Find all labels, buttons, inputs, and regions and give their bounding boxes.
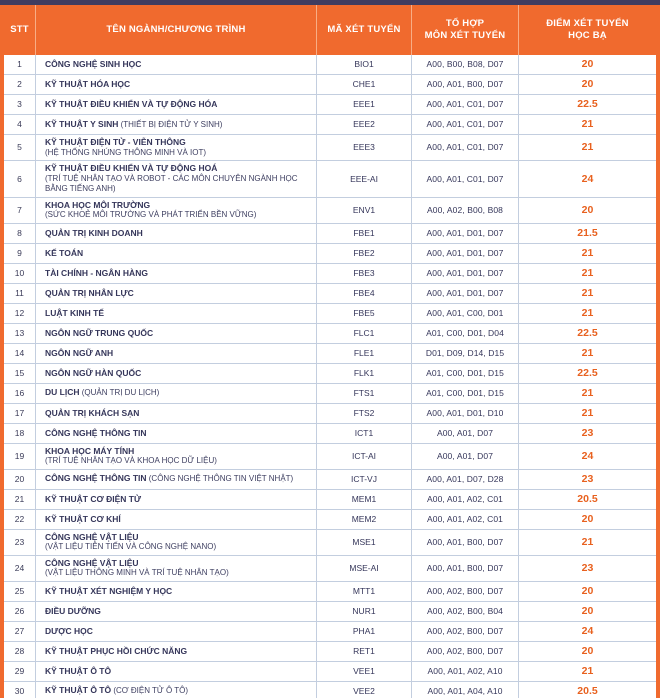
admission-score: 20	[518, 55, 656, 74]
row-number: 24	[14, 562, 25, 573]
admission-score: 21	[518, 244, 656, 263]
table-row	[4, 555, 656, 581]
admission-score: 20.5	[518, 682, 656, 698]
program-name-text	[45, 59, 141, 70]
admission-score: 20	[518, 642, 656, 661]
admission-code: ENV1	[316, 198, 411, 223]
subject-combination: A00, A01, D01, D07	[411, 264, 518, 283]
row-number: 17	[14, 407, 25, 418]
program-name-cell	[35, 198, 316, 223]
program-name-cell	[35, 582, 316, 601]
admission-score: 21	[518, 115, 656, 134]
program-name: CÔNG NGHỆ VẬT LIỆU	[45, 557, 139, 568]
admission-table	[0, 5, 660, 698]
program-name: KỸ THUẬT Y SINH	[45, 118, 119, 129]
program-name-text	[45, 387, 159, 399]
program-name: KẾ TOÁN	[45, 247, 84, 258]
table-row	[4, 134, 656, 160]
program-name: CÔNG NGHỆ THÔNG TIN	[45, 427, 147, 438]
row-number: 25	[14, 585, 25, 596]
program-name-text	[45, 646, 187, 657]
subject-combination: A00, B00, B08, D07	[411, 55, 518, 74]
table-row	[4, 323, 656, 343]
header-program-name: TÊN NGÀNH/CHƯƠNG TRÌNH	[35, 5, 316, 55]
program-name-text	[45, 228, 143, 239]
program-name: CÔNG NGHỆ VẬT LIỆU	[45, 531, 139, 542]
program-name-text	[45, 558, 229, 579]
program-name: KỸ THUẬT CƠ ĐIỆN TỬ	[45, 493, 141, 504]
table-row	[4, 343, 656, 363]
table-row	[4, 509, 656, 529]
program-name: LUẬT KINH TẾ	[45, 307, 105, 318]
table-header-row	[4, 5, 656, 55]
row-number: 18	[14, 427, 25, 438]
table-row	[4, 303, 656, 323]
table-row	[4, 469, 656, 489]
program-name-text	[45, 368, 141, 379]
row-number: 15	[14, 367, 25, 378]
program-name: DƯỢC HỌC	[45, 625, 93, 636]
header-subject-combination	[411, 5, 518, 55]
program-name-text	[45, 446, 217, 467]
subject-combination: A00, A01, B00, D07	[411, 75, 518, 94]
subject-combination: A00, A02, B00, D07	[411, 582, 518, 601]
table-row	[4, 74, 656, 94]
subject-combination: A00, A01, A02, C01	[411, 490, 518, 509]
admission-score: 21	[518, 384, 656, 403]
subject-combination: A00, A01, C01, D07	[411, 135, 518, 160]
table-row	[4, 383, 656, 403]
admission-code: FLE1	[316, 344, 411, 363]
header-admission-score-line1: ĐIỂM XÉT TUYỂN	[546, 18, 629, 29]
admission-code: FLC1	[316, 324, 411, 343]
row-number: 6	[17, 173, 22, 184]
program-name: KỸ THUẬT Ô TÔ	[45, 665, 112, 676]
admission-code: EEE1	[316, 95, 411, 114]
program-name-text	[45, 606, 101, 617]
admission-score: 21	[518, 135, 656, 160]
subject-combination: A00, A01, C01, D07	[411, 95, 518, 114]
program-name-cell	[35, 244, 316, 263]
program-name-text	[45, 408, 139, 419]
row-number: 26	[14, 605, 25, 616]
program-name: NGÔN NGỮ TRUNG QUỐC	[45, 327, 154, 338]
admission-code: NUR1	[316, 602, 411, 621]
subject-combination: A00, A01, D01, D10	[411, 404, 518, 423]
program-name-text	[45, 626, 93, 637]
program-name: KHOA HỌC MÔI TRƯỜNG	[45, 199, 151, 210]
subject-combination: A00, A02, B00, B08	[411, 198, 518, 223]
program-name: KỸ THUẬT XÉT NGHIỆM Y HỌC	[45, 585, 173, 596]
admission-score: 23	[518, 556, 656, 581]
table-row	[4, 363, 656, 383]
table-row	[4, 94, 656, 114]
row-number: 10	[14, 267, 25, 278]
subject-combination: A01, C00, D01, D15	[411, 384, 518, 403]
row-number: 13	[14, 327, 25, 338]
program-name-cell	[35, 662, 316, 681]
admission-score: 20	[518, 510, 656, 529]
admission-code: MEM1	[316, 490, 411, 509]
row-number: 23	[14, 536, 25, 547]
program-name-cell	[35, 344, 316, 363]
row-number: 27	[14, 625, 25, 636]
program-name: KỸ THUẬT Ô TÔ	[45, 685, 112, 696]
subject-combination: A00, A01, A02, A10	[411, 662, 518, 681]
program-name-text	[45, 268, 148, 279]
row-number: 8	[17, 227, 22, 238]
program-note: (TRÍ TUỆ NHÂN TẠO VÀ KHOA HỌC DỮ LIỆU)	[45, 456, 217, 465]
program-note: (QUẢN TRỊ DU LỊCH)	[79, 388, 160, 398]
table-row	[4, 423, 656, 443]
subject-combination: A00, A02, B00, B04	[411, 602, 518, 621]
program-name-cell	[35, 490, 316, 509]
row-number: 4	[17, 119, 22, 130]
program-note: (CÔNG NGHỆ THÔNG TIN VIỆT NHẬT)	[146, 474, 294, 484]
program-name-text	[45, 473, 293, 485]
row-number: 3	[17, 99, 22, 110]
table-row	[4, 621, 656, 641]
program-name: KỸ THUẬT HÓA HỌC	[45, 79, 131, 90]
program-name-cell	[35, 304, 316, 323]
subject-combination: A00, A01, C01, D07	[411, 161, 518, 197]
table-row	[4, 197, 656, 223]
table-row	[4, 529, 656, 555]
admission-code: VEE1	[316, 662, 411, 681]
program-note: (HỆ THỐNG NHÚNG THÔNG MINH VÀ IOT)	[45, 147, 207, 157]
admission-score: 22.5	[518, 95, 656, 114]
program-name-cell	[35, 622, 316, 641]
admission-score: 21.5	[518, 224, 656, 243]
row-number: 20	[14, 473, 25, 484]
header-stt: STT	[10, 24, 29, 35]
program-note: (TRÍ TUỆ NHÂN TẠO VÀ ROBOT - CÁC MÔN CHUYÊN NGÀNH HỌC BẰNG TIẾNG ANH)	[45, 173, 298, 193]
admission-score: 24	[518, 444, 656, 469]
program-name-text	[45, 200, 256, 221]
admission-score: 21	[518, 284, 656, 303]
program-name-cell	[35, 424, 316, 443]
program-name: DU LỊCH	[45, 387, 80, 398]
program-name-cell	[35, 404, 316, 423]
admission-code: PHA1	[316, 622, 411, 641]
program-name: TÀI CHÍNH - NGÂN HÀNG	[45, 267, 148, 278]
admission-score: 20	[518, 75, 656, 94]
program-name-cell	[35, 602, 316, 621]
program-name-text	[45, 99, 217, 110]
admission-code: CHE1	[316, 75, 411, 94]
program-name-cell	[35, 224, 316, 243]
admission-code: FBE5	[316, 304, 411, 323]
program-name-text	[45, 666, 111, 677]
subject-combination: A01, C00, D01, D04	[411, 324, 518, 343]
admission-score: 20	[518, 198, 656, 223]
subject-combination: A00, A01, D07	[411, 444, 518, 469]
program-name-text	[45, 532, 216, 553]
admission-score: 23	[518, 424, 656, 443]
program-name-cell	[35, 324, 316, 343]
table-row	[4, 443, 656, 469]
program-name-cell	[35, 264, 316, 283]
admission-code: FTS2	[316, 404, 411, 423]
row-number: 1	[17, 59, 22, 70]
header-admission-code: MÃ XÉT TUYỂN	[316, 5, 411, 55]
program-name-cell	[35, 75, 316, 94]
program-name-cell	[35, 364, 316, 383]
admission-code: ICT-AI	[316, 444, 411, 469]
admission-code: FBE4	[316, 284, 411, 303]
program-name-text	[45, 163, 308, 195]
program-name-text	[45, 586, 172, 597]
admission-score: 23	[518, 470, 656, 489]
subject-combination: A00, A01, D07	[411, 424, 518, 443]
program-name-text	[45, 685, 188, 697]
admission-code: MEM2	[316, 510, 411, 529]
row-number: 22	[14, 513, 25, 524]
admission-score: 20.5	[518, 490, 656, 509]
admission-code: ICT1	[316, 424, 411, 443]
subject-combination: A00, A01, A02, C01	[411, 510, 518, 529]
table-row	[4, 114, 656, 134]
program-name-text	[45, 328, 153, 339]
program-name-text	[45, 348, 113, 359]
header-admission-score-line2: HỌC BẠ	[568, 30, 607, 41]
admission-score: 21	[518, 404, 656, 423]
program-name-text	[45, 494, 141, 505]
program-name: QUẢN TRỊ NHÂN LỰC	[45, 287, 134, 298]
admission-score: 24	[518, 622, 656, 641]
program-name-cell	[35, 135, 316, 160]
program-name: KỸ THUẬT CƠ KHÍ	[45, 513, 121, 524]
table-row	[4, 661, 656, 681]
program-name: KHOA HỌC MÁY TÍNH	[45, 445, 135, 456]
admission-code: EEE2	[316, 115, 411, 134]
subject-combination: A00, A02, B00, D07	[411, 622, 518, 641]
header-admission-score	[518, 5, 656, 55]
program-name: KỸ THUẬT ĐIỆN TỬ - VIỄN THÔNG	[45, 137, 186, 147]
subject-combination: A00, A01, D01, D07	[411, 244, 518, 263]
program-name: CÔNG NGHỆ THÔNG TIN	[45, 473, 147, 484]
table-row	[4, 243, 656, 263]
program-name-cell	[35, 682, 316, 698]
row-number: 5	[17, 142, 22, 153]
program-name-cell	[35, 284, 316, 303]
admission-code: EEE3	[316, 135, 411, 160]
row-number: 30	[14, 685, 25, 696]
program-name-text	[45, 137, 206, 158]
subject-combination: A00, A01, C01, D07	[411, 115, 518, 134]
row-number: 28	[14, 645, 25, 656]
admission-code: MTT1	[316, 582, 411, 601]
program-name-cell	[35, 55, 316, 74]
program-name: KỸ THUẬT ĐIỀU KHIỂN VÀ TỰ ĐỘNG HOÁ	[45, 163, 218, 173]
program-name-cell	[35, 556, 316, 581]
program-name-cell	[35, 470, 316, 489]
admission-score: 20	[518, 582, 656, 601]
program-name-cell	[35, 115, 316, 134]
admission-score: 21	[518, 530, 656, 555]
table-row	[4, 55, 656, 74]
subject-combination: D01, D09, D14, D15	[411, 344, 518, 363]
program-name-text	[45, 428, 147, 439]
program-name: CÔNG NGHỆ SINH HỌC	[45, 59, 142, 70]
subject-combination: A00, A01, A04, A10	[411, 682, 518, 698]
admission-score: 24	[518, 161, 656, 197]
subject-combination: A00, A01, D01, D07	[411, 224, 518, 243]
program-name-cell	[35, 642, 316, 661]
program-name: QUẢN TRỊ KINH DOANH	[45, 227, 143, 238]
row-number: 2	[17, 79, 22, 90]
admission-code: EEE-AI	[316, 161, 411, 197]
program-name-text	[45, 248, 83, 259]
table-row	[4, 263, 656, 283]
admission-code: VEE2	[316, 682, 411, 698]
subject-combination: A00, A01, C00, D01	[411, 304, 518, 323]
program-name: NGÔN NGỮ HÀN QUỐC	[45, 367, 142, 378]
program-name-cell	[35, 444, 316, 469]
admission-score: 21	[518, 264, 656, 283]
admission-code: ICT-VJ	[316, 470, 411, 489]
table-row	[4, 283, 656, 303]
row-number: 16	[14, 387, 25, 398]
admission-code: MSE1	[316, 530, 411, 555]
program-note: (VẬT LIỆU TIÊN TIẾN VÀ CÔNG NGHỆ NANO)	[45, 542, 217, 551]
table-row	[4, 223, 656, 243]
program-name-text	[45, 119, 222, 131]
table-row	[4, 489, 656, 509]
program-note: (SỨC KHOẺ MÔI TRƯỜNG VÀ PHÁT TRIỂN BỀN VỮNG)	[45, 210, 257, 219]
program-name-cell	[35, 161, 316, 197]
program-name-cell	[35, 510, 316, 529]
admission-score: 21	[518, 304, 656, 323]
admission-score: 21	[518, 344, 656, 363]
admission-score: 20	[518, 602, 656, 621]
subject-combination: A00, A01, D01, D07	[411, 284, 518, 303]
subject-combination: A00, A01, D07, D28	[411, 470, 518, 489]
admission-code: FTS1	[316, 384, 411, 403]
admission-code: FBE3	[316, 264, 411, 283]
table-row	[4, 160, 656, 197]
program-note: (THIẾT BỊ ĐIỆN TỬ Y SINH)	[118, 119, 223, 129]
table-row	[4, 681, 656, 698]
program-name: KỸ THUẬT PHỤC HỒI CHỨC NĂNG	[45, 645, 188, 656]
table-body	[4, 55, 656, 698]
program-name-cell	[35, 95, 316, 114]
program-note: (VẬT LIỆU THÔNG MINH VÀ TRÍ TUỆ NHÂN TẠO)	[45, 568, 229, 577]
row-number: 7	[17, 204, 22, 215]
admission-score: 22.5	[518, 324, 656, 343]
subject-combination: A01, C00, D01, D15	[411, 364, 518, 383]
table-row	[4, 601, 656, 621]
admission-code: BIO1	[316, 55, 411, 74]
table-row	[4, 641, 656, 661]
admission-code: RET1	[316, 642, 411, 661]
program-name-cell	[35, 530, 316, 555]
program-note: (CƠ ĐIỆN TỬ Ô TÔ)	[111, 686, 189, 696]
row-number: 9	[17, 247, 22, 258]
admission-score: 21	[518, 662, 656, 681]
program-name: KỸ THUẬT ĐIỀU KHIỂN VÀ TỰ ĐỘNG HÓA	[45, 99, 218, 110]
subject-combination: A00, A01, B00, D07	[411, 556, 518, 581]
program-name-text	[45, 308, 104, 319]
row-number: 21	[14, 493, 25, 504]
program-name-text	[45, 514, 121, 525]
admission-code: FBE2	[316, 244, 411, 263]
row-number: 12	[14, 307, 25, 318]
table-row	[4, 581, 656, 601]
program-name: ĐIỀU DƯỠNG	[45, 605, 101, 616]
table-row	[4, 403, 656, 423]
row-number: 29	[14, 665, 25, 676]
program-name-cell	[35, 384, 316, 403]
admission-score: 22.5	[518, 364, 656, 383]
admission-code: FLK1	[316, 364, 411, 383]
header-subject-combination-line2: MÔN XÉT TUYỂN	[424, 30, 506, 41]
row-number: 14	[14, 347, 25, 358]
row-number: 19	[14, 450, 25, 461]
header-subject-combination-line1: TỔ HỢP	[445, 18, 485, 29]
subject-combination: A00, A01, B00, D07	[411, 530, 518, 555]
program-name: NGÔN NGỮ ANH	[45, 347, 114, 358]
row-number: 11	[15, 287, 24, 298]
admission-code: FBE1	[316, 224, 411, 243]
program-name-text	[45, 79, 130, 90]
subject-combination: A00, A02, B00, D07	[411, 642, 518, 661]
admission-code: MSE-AI	[316, 556, 411, 581]
program-name: QUẢN TRỊ KHÁCH SẠN	[45, 407, 140, 418]
program-name-text	[45, 288, 134, 299]
